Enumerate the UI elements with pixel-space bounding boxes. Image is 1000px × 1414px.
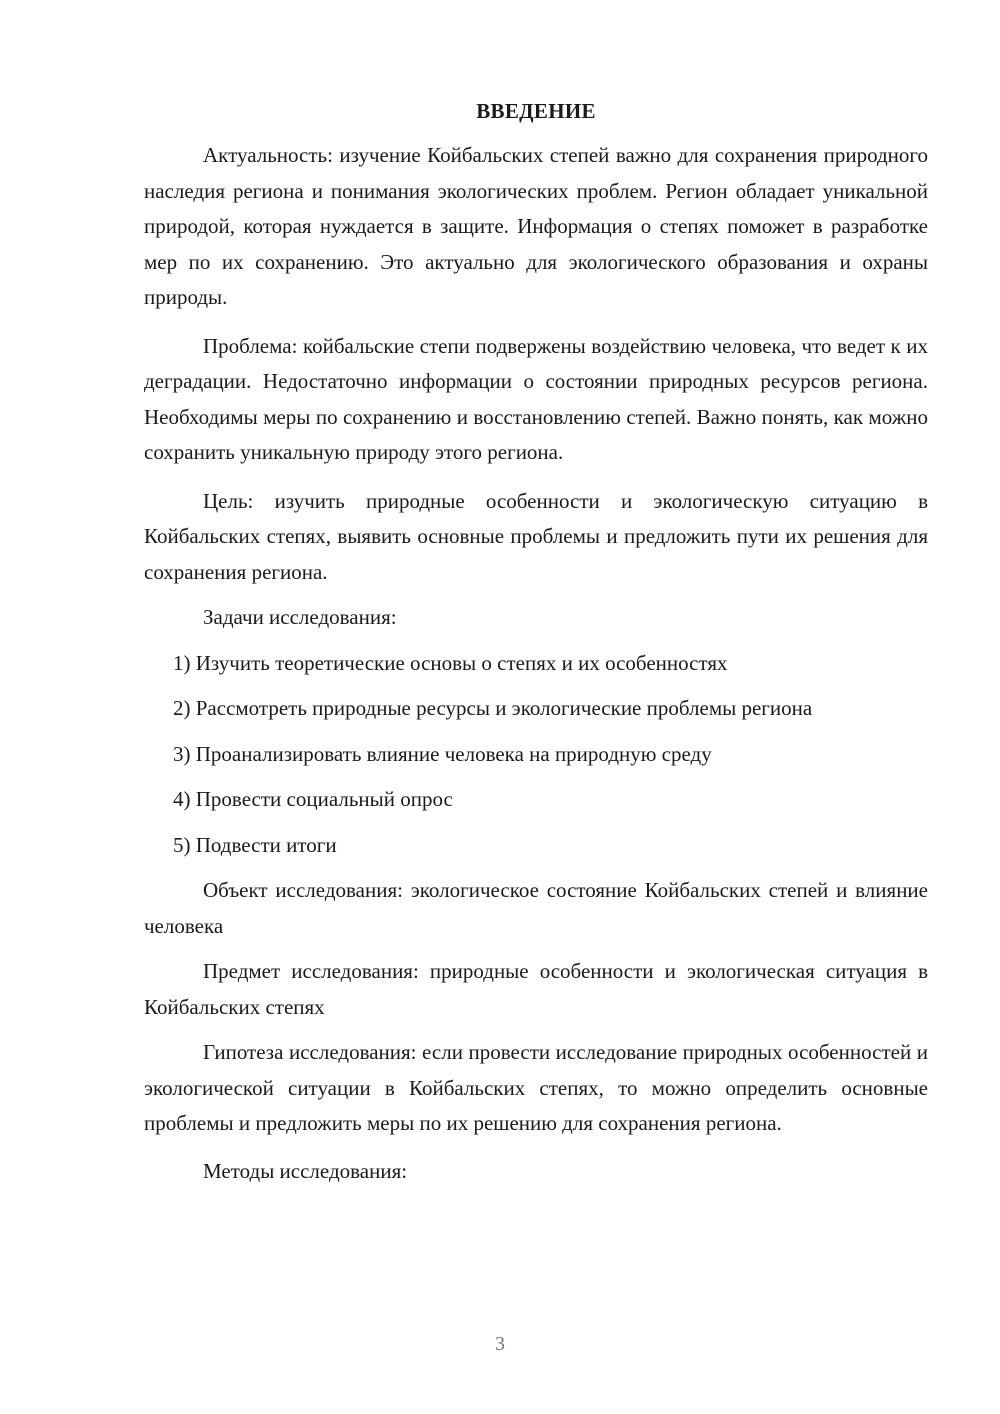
paragraph-tasks-heading: Задачи исследования: — [203, 605, 397, 629]
task-item-3: 3) Проанализировать влияние человека на природную среду — [173, 741, 712, 766]
page-content — [144, 96, 928, 1189]
paragraph-goal: Цель: изучить природные особенности и экологическую ситуацию в Койбальских степях, выявить основные проблемы и предложить пути их решения для сохранения региона. — [144, 488, 928, 584]
paragraph-problem: Проблема: койбальские степи подвержены воздействию человека, что ведет к их деградации. Недостаточно информации о состоянии природных ресурсов региона. Необходимы меры по сохранению и восстановлению степей. Важно понять, как можно сохранить уникальную природу этого региона. — [144, 333, 928, 464]
paragraph-subject: Предмет исследования: природные особенности и экологическая ситуация в Койбальских степях — [144, 959, 928, 1019]
task-item-5: 5) Подвести итоги — [173, 832, 337, 857]
task-item-4: 4) Провести социальный опрос — [173, 787, 453, 811]
paragraph-relevance: Актуальность: изучение Койбальских степей важно для сохранения природного наследия региона и понимания экологических проблем. Регион обладает уникальной природой, которая нуждается в защите. Информация о степях поможет в разработке мер по их сохранению. Это актуально для экологического образования и охраны природы. — [144, 143, 928, 309]
page-number: 3 — [495, 1333, 505, 1355]
paragraph-methods: Методы исследования: — [203, 1158, 408, 1183]
section-title: ВВЕДЕНИЕ — [476, 99, 596, 123]
task-item-1: 1) Изучить теоретические основы о степях и их особенностях — [173, 650, 728, 675]
task-item-2: 2) Рассмотреть природные ресурсы и экологические проблемы региона — [173, 696, 813, 720]
paragraph-hypothesis: Гипотеза исследования: если провести исследование природных особенностей и экологической ситуации в Койбальских степях, то можно определить основные проблемы и предложить меры по их решению для сохранения региона. — [144, 1040, 928, 1135]
paragraph-object: Объект исследования: экологическое состояние Койбальских степей и влияние человека — [144, 878, 928, 938]
